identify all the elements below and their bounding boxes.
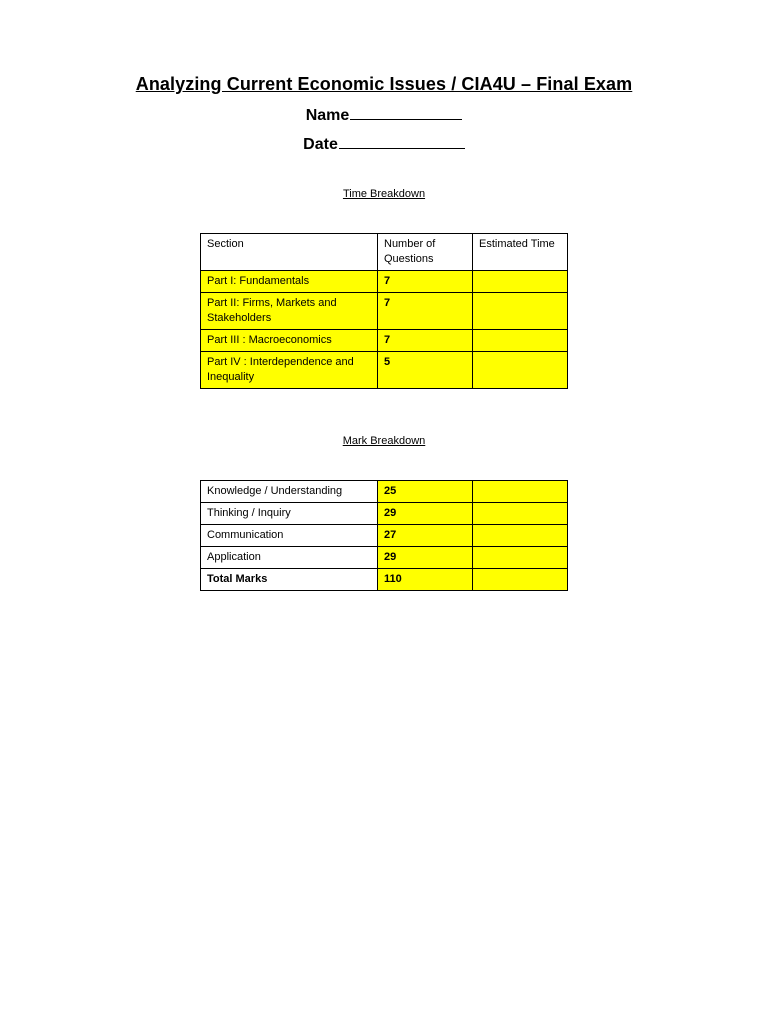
questions-cell: 5 — [378, 352, 473, 389]
table-row-total — [201, 569, 568, 591]
name-label: Name — [305, 107, 350, 124]
section-cell: Part IV : Interdependence and Inequality — [201, 352, 378, 389]
table-header-row — [201, 234, 568, 271]
category-cell: Thinking / Inquiry — [201, 503, 378, 525]
section-cell: Part II: Firms, Markets and Stakeholders — [201, 293, 378, 330]
estimated-time-cell[interactable] — [473, 271, 568, 293]
exam-title: Analyzing Current Economic Issues / CIA4U – Final Exam — [135, 74, 633, 94]
date-label: Date — [303, 136, 338, 153]
extra-cell[interactable] — [473, 481, 568, 503]
date-field — [0, 135, 768, 154]
header-estimated-time: Estimated Time — [473, 234, 568, 271]
estimated-time-cell[interactable] — [473, 352, 568, 389]
category-cell: Communication — [201, 525, 378, 547]
category-cell: Total Marks — [201, 569, 378, 591]
marks-cell: 29 — [378, 503, 473, 525]
mark-breakdown-table — [200, 480, 568, 591]
table-row — [201, 271, 568, 293]
marks-cell: 25 — [378, 481, 473, 503]
date-blank-line[interactable] — [339, 135, 465, 149]
header-number-of-questions: Number of Questions — [378, 234, 473, 271]
questions-cell: 7 — [378, 330, 473, 352]
table-row — [201, 547, 568, 569]
estimated-time-cell[interactable] — [473, 330, 568, 352]
marks-cell: 110 — [378, 569, 473, 591]
header-section: Section — [201, 234, 378, 271]
questions-cell: 7 — [378, 271, 473, 293]
table-row — [201, 481, 568, 503]
extra-cell[interactable] — [473, 569, 568, 591]
name-blank-line[interactable] — [350, 106, 462, 120]
extra-cell[interactable] — [473, 547, 568, 569]
name-field — [0, 106, 768, 125]
table-row — [201, 330, 568, 352]
section-cell: Part III : Macroeconomics — [201, 330, 378, 352]
category-cell: Application — [201, 547, 378, 569]
mark-breakdown-heading: Mark Breakdown — [342, 435, 426, 447]
time-breakdown-heading: Time Breakdown — [342, 188, 426, 200]
estimated-time-cell[interactable] — [473, 293, 568, 330]
questions-cell: 7 — [378, 293, 473, 330]
category-cell: Knowledge / Understanding — [201, 481, 378, 503]
marks-cell: 27 — [378, 525, 473, 547]
table-row — [201, 352, 568, 389]
table-row — [201, 525, 568, 547]
time-breakdown-table — [200, 233, 568, 389]
extra-cell[interactable] — [473, 503, 568, 525]
section-cell: Part I: Fundamentals — [201, 271, 378, 293]
table-row — [201, 293, 568, 330]
marks-cell: 29 — [378, 547, 473, 569]
table-row — [201, 503, 568, 525]
extra-cell[interactable] — [473, 525, 568, 547]
